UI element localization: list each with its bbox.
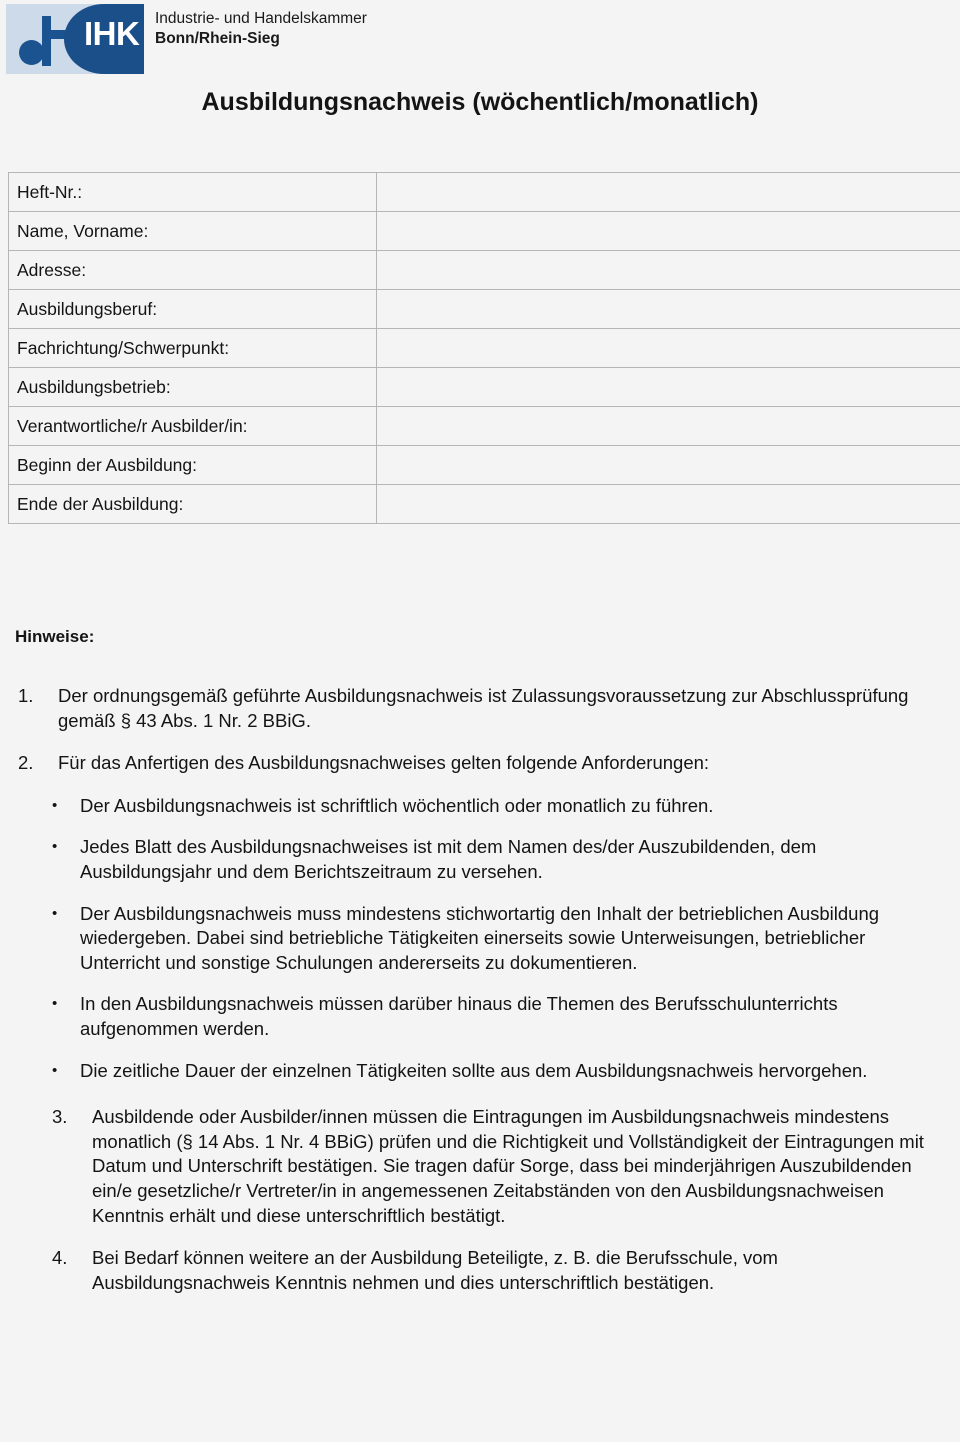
organization-line-1: Industrie- und Handelskammer — [155, 10, 367, 27]
table-row — [9, 485, 960, 524]
note-text-3: Ausbildende oder Ausbilder/innen müssen die Eintragungen im Ausbildungsnachweis mindestens monatlich (§ 14 Abs. 1 Nr. 4 BBiG) prüfen und die Richtigkeit und Vollständigkeit der Eintragungen mit Datum und Unterschrift bestätigen. Sie tragen dafür Sorge, dass bei minderjährigen Auszubildenden ein/e gesetzliche/r Vertreter/in in angemessenen Zeitabständen von den Ausbildungsnachweisen Kenntnis erhält und diese unterschriftlich bestätigt. — [92, 1106, 924, 1226]
logo-vertical-bar-icon — [42, 16, 51, 66]
organization-name — [155, 9, 367, 49]
field-value-ausbildungsbetrieb[interactable] — [377, 368, 960, 407]
logo-ihk-text: IHK — [84, 15, 140, 52]
list-item — [0, 992, 960, 1041]
note-2-bullet-list — [0, 794, 960, 1083]
field-value-name-vorname[interactable] — [377, 212, 960, 251]
list-item — [0, 902, 960, 976]
ihk-logo — [6, 4, 144, 74]
note-marker-1: 1. — [18, 685, 34, 706]
bullet-icon: • — [52, 1061, 58, 1079]
bullet-text-2: Jedes Blatt des Ausbildungsnachweises ist mit dem Namen des/der Auszubildenden, dem Ausbildungsjahr und dem Berichtszeitraum zu versehen. — [80, 836, 817, 882]
table-row — [9, 446, 960, 485]
field-label-ausbildungsberuf: Ausbildungsberuf: — [9, 290, 377, 329]
field-label-ausbildungsbetrieb: Ausbildungsbetrieb: — [9, 368, 377, 407]
table-row — [9, 212, 960, 251]
table-row — [9, 251, 960, 290]
note-item-4 — [0, 1246, 960, 1295]
table-row — [9, 290, 960, 329]
page-header — [0, 0, 960, 78]
note-item-2 — [0, 751, 960, 776]
list-item — [0, 835, 960, 884]
table-row — [9, 368, 960, 407]
bullet-text-4: In den Ausbildungsnachweis müssen darüber hinaus die Themen des Berufsschulunterrichts aufgenommen werden. — [80, 993, 838, 1039]
field-value-fachrichtung[interactable] — [377, 329, 960, 368]
bullet-icon: • — [52, 995, 58, 1013]
bullet-icon: • — [52, 904, 58, 922]
notes-list — [0, 684, 960, 1313]
field-label-ende: Ende der Ausbildung: — [9, 485, 377, 524]
organization-line-2: Bonn/Rhein-Sieg — [155, 29, 280, 47]
note-text-4: Bei Bedarf können weitere an der Ausbildung Beteiligte, z. B. die Berufsschule, vom Ausbildungsnachweis Kenntnis nehmen und dies unterschriftlich bestätigen. — [92, 1247, 778, 1293]
bullet-text-3: Der Ausbildungsnachweis muss mindestens stichwortartig den Inhalt der betrieblichen Ausbildung wiedergeben. Dabei sind betriebliche Tätigkeiten einerseits sowie Unterweisungen, betrieblicher Unterricht und sonstige Schulungen andererseits zu dokumentieren. — [80, 902, 880, 973]
table-row — [9, 173, 960, 212]
bullet-icon: • — [52, 838, 58, 856]
field-value-beginn[interactable] — [377, 446, 960, 485]
notes-heading: Hinweise: — [15, 627, 95, 646]
table-row — [9, 329, 960, 368]
field-value-ausbildungsberuf[interactable] — [377, 290, 960, 329]
bullet-text-5: Die zeitliche Dauer der einzelnen Tätigkeiten sollte aus dem Ausbildungsnachweis hervorgehen. — [80, 1059, 868, 1081]
logo-circle-icon — [19, 40, 44, 65]
table-body — [9, 173, 960, 524]
field-value-adresse[interactable] — [377, 251, 960, 290]
field-label-name-vorname: Name, Vorname: — [9, 212, 377, 251]
field-label-ausbilder: Verantwortliche/r Ausbilder/in: — [9, 407, 377, 446]
note-item-3 — [0, 1105, 960, 1228]
note-text-2: Für das Anfertigen des Ausbildungsnachweises gelten folgende Anforderungen: — [58, 752, 710, 774]
trainee-info-table — [8, 172, 960, 524]
note-marker-2: 2. — [18, 752, 34, 774]
note-item-1 — [0, 684, 960, 733]
table-row — [9, 407, 960, 446]
note-marker-3: 3. — [52, 1106, 68, 1128]
note-marker-4: 4. — [52, 1247, 68, 1269]
field-value-ausbilder[interactable] — [377, 407, 960, 446]
field-label-heft-nr: Heft-Nr.: — [9, 173, 377, 212]
list-item — [0, 794, 960, 819]
note-text-1: Der ordnungsgemäß geführte Ausbildungsnachweis ist Zulassungsvoraussetzung zur Abschlussprüfung gemäß § 43 Abs. 1 Nr. 2 BBiG. — [58, 685, 909, 731]
field-value-ende[interactable] — [377, 485, 960, 524]
logo-badge — [64, 4, 144, 74]
bullet-text-1: Der Ausbildungsnachweis ist schriftlich wöchentlich oder monatlich zu führen. — [80, 794, 714, 816]
field-label-beginn: Beginn der Ausbildung: — [9, 446, 377, 485]
field-label-adresse: Adresse: — [9, 251, 377, 290]
field-label-fachrichtung: Fachrichtung/Schwerpunkt: — [9, 329, 377, 368]
bullet-icon: • — [52, 796, 58, 814]
list-item — [0, 1059, 960, 1084]
field-value-heft-nr[interactable] — [377, 173, 960, 212]
page-title: Ausbildungsnachweis (wöchentlich/monatlich) — [201, 88, 759, 116]
